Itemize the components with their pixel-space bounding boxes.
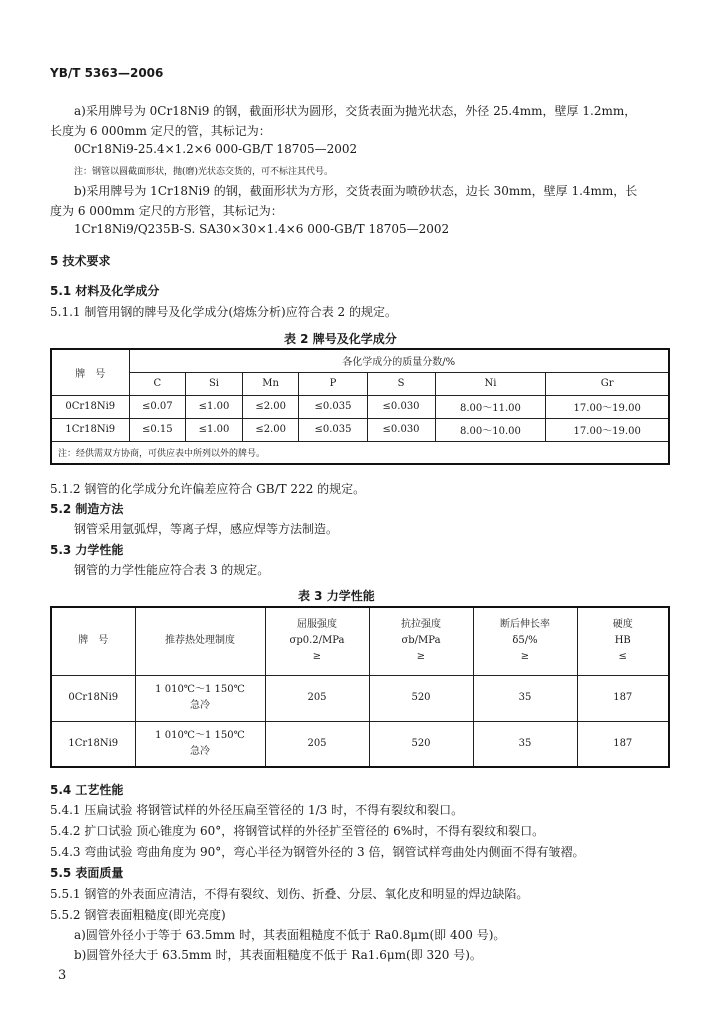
table2-header-element: Gr [546,372,669,395]
section-5-2-text: 钢管采用氩弧焊，等离子焊，感应焊等方法制造。 [74,522,339,536]
table3-value-cell: 35 [473,721,577,767]
example-a-code: 0Cr18Ni9-25.4×1.2×6 000-GB/T 18705—2002 [74,142,358,156]
table2-chemical-composition [50,348,670,465]
table3-header-heat: 推荐热处理制度 [135,607,265,675]
table3-header-yield-sign: ≥ [312,651,322,663]
example-a-line1: a)采用牌号为 0Cr18Ni9 的钢，截面形状为圆形，交货表面为抛光状态，外径 25.4mm，壁厚 1.2mm， [74,104,637,118]
table2-value-cell: ≤1.00 [186,395,243,418]
table2-grade-cell: 0Cr18Ni9 [51,395,129,418]
table3-grade-cell: 0Cr18Ni9 [51,675,135,721]
table3-heat-range: 1 010℃～1 150℃ [155,684,245,695]
table2-header-element: Ni [435,372,546,395]
example-a-line2: 长度为 6 000mm 定尺的管，其标记为： [50,124,271,138]
table-row [51,418,669,441]
table2-value-cell: ≤1.00 [186,418,243,441]
section-5-5-2-b-text: b)圆管外径大于 63.5mm 时，其表面粗糙度不低于 Ra1.6μm(即 320 号)。 [74,948,482,962]
table3-heat-cooling: 急冷 [190,700,210,711]
example-b-code: 1Cr18Ni9/Q235B-S. SA30×30×1.4×6 000-GB/T 18705—2002 [74,222,450,236]
table2-value-cell: ≤2.00 [242,418,299,441]
table3-heat-cell [135,675,265,721]
table2-caption: 表 2 牌号及化学成分 [284,332,397,346]
table3-caption: 表 3 力学性能 [298,589,375,603]
table2-header-element: Mn [242,372,299,395]
section-5-2-heading: 5.2 制造方法 [50,502,124,516]
table3-header-hard-unit: HB [614,635,631,647]
table3-header-grade: 牌 号 [51,607,135,675]
table2-value-cell: ≤0.030 [367,395,435,418]
example-a-note: 注：钢管以圆截面形状，抛(磨)光状态交货的，可不标注其代号。 [74,167,334,177]
table2-value-cell: ≤0.030 [367,418,435,441]
section-5-4-2-text: 5.4.2 扩口试验 顶心锥度为 60°，将钢管试样的外径扩至管径的 6%时，不得有裂纹和裂口。 [50,824,545,838]
example-b-line2: 度为 6 000mm 定尺的方形管，其标记为： [50,204,283,218]
table3-header-elong-sign: ≥ [520,651,530,663]
section-5-1-heading: 5.1 材料及化学成分 [50,284,160,298]
table3-header-tensile-unit: σb/MPa [401,635,441,647]
table3-header-hard-sign: ≤ [618,651,627,663]
table2-grade-cell: 1Cr18Ni9 [51,418,129,441]
section-5-5-2-text: 5.5.2 钢管表面粗糙度(即光亮度) [50,908,226,922]
table-row [51,721,669,767]
table-row [51,675,669,721]
table3-value-cell: 187 [577,675,669,721]
table2-value-cell: 8.00～10.00 [435,418,546,441]
table2-value-cell: 17.00～19.00 [546,395,669,418]
table3-value-cell: 205 [265,675,369,721]
table2-value-cell: 8.00～11.00 [435,395,546,418]
table3-value-cell: 520 [369,721,473,767]
table3-header-yield-title: 屈服强度 [297,619,337,631]
page-number: 3 [58,968,67,983]
table3-header-yield [265,607,369,675]
table3-mechanical-properties [50,606,670,768]
table3-header-tensile-sign: ≥ [416,651,426,663]
table3-value-cell: 187 [577,721,669,767]
table2-value-cell: ≤0.07 [129,395,186,418]
table2-header-group: 各化学成分的质量分数/% [129,349,669,372]
section-5-5-heading: 5.5 表面质量 [50,866,124,880]
section-5-5-2-a-text: a)圆管外径小于等于 63.5mm 时，其表面粗糙度不低于 Ra0.8μm(即 400 号)。 [74,928,506,942]
table2-value-cell: ≤0.15 [129,418,186,441]
table2-note: 注：经供需双方协商，可供应表中所列以外的牌号。 [51,441,669,464]
section-5-4-heading: 5.4 工艺性能 [50,783,124,797]
table3-value-cell: 520 [369,675,473,721]
table3-header-elong-title: 断后伸长率 [500,619,550,631]
table3-heat-range: 1 010℃～1 150℃ [155,729,245,741]
table3-header-hardness [577,607,669,675]
section-5-4-1-text: 5.4.1 压扁试验 将钢管试样的外径压扁至管径的 1/3 时，不得有裂纹和裂口。 [50,803,464,817]
table2-value-cell: 17.00～19.00 [546,418,669,441]
table2-header-element: C [129,372,186,395]
section-5-5-1-text: 5.5.1 钢管的外表面应清洁，不得有裂纹、划伤、折叠、分层、氧化皮和明显的焊边缺陷。 [50,887,529,901]
table3-header-elongation [473,607,577,675]
example-b-line1: b)采用牌号为 1Cr18Ni9 的钢，截面形状为方形，交货表面为喷砂状态，边长 30mm，壁厚 1.4mm，长 [74,184,638,198]
section-5-4-3-text: 5.4.3 弯曲试验 弯曲角度为 90°，弯心半径为钢管外径的 3 倍，钢管试样弯曲处内侧面不得有皱褶。 [50,845,585,859]
table2-value-cell: ≤0.035 [299,418,367,441]
table3-header-tensile [369,607,473,675]
table2-header-element: P [299,372,367,395]
section-5-3-heading: 5.3 力学性能 [50,543,124,557]
table2-header-element: Si [186,372,243,395]
table3-header-hard-title: 硬度 [612,619,633,631]
table2-header-element: S [367,372,435,395]
table3-grade-cell: 1Cr18Ni9 [51,721,135,767]
table2-value-cell: ≤2.00 [242,395,299,418]
section-5-1-1-text: 5.1.1 制管用钢的牌号及化学成分(熔炼分析)应符合表 2 的规定。 [50,305,397,319]
table3-heat-cooling: 急冷 [190,745,210,757]
table-row [51,395,669,418]
table3-value-cell: 205 [265,721,369,767]
section-5-1-2-text: 5.1.2 钢管的化学成分允许偏差应符合 GB/T 222 的规定。 [50,482,366,496]
table3-value-cell: 35 [473,675,577,721]
document-header-id: YB/T 5363—2006 [50,66,164,80]
section-5-3-text: 钢管的力学性能应符合表 3 的规定。 [74,563,270,577]
table2-value-cell: ≤0.035 [299,395,367,418]
section-5-heading: 5 技术要求 [50,254,111,268]
table3-header-tensile-title: 抗拉强度 [401,619,441,631]
table3-header-elong-unit: δ5/% [512,635,538,647]
table2-header-grade: 牌 号 [51,349,129,395]
table3-heat-cell [135,721,265,767]
table3-header-yield-unit: σp0.2/MPa [289,635,345,647]
